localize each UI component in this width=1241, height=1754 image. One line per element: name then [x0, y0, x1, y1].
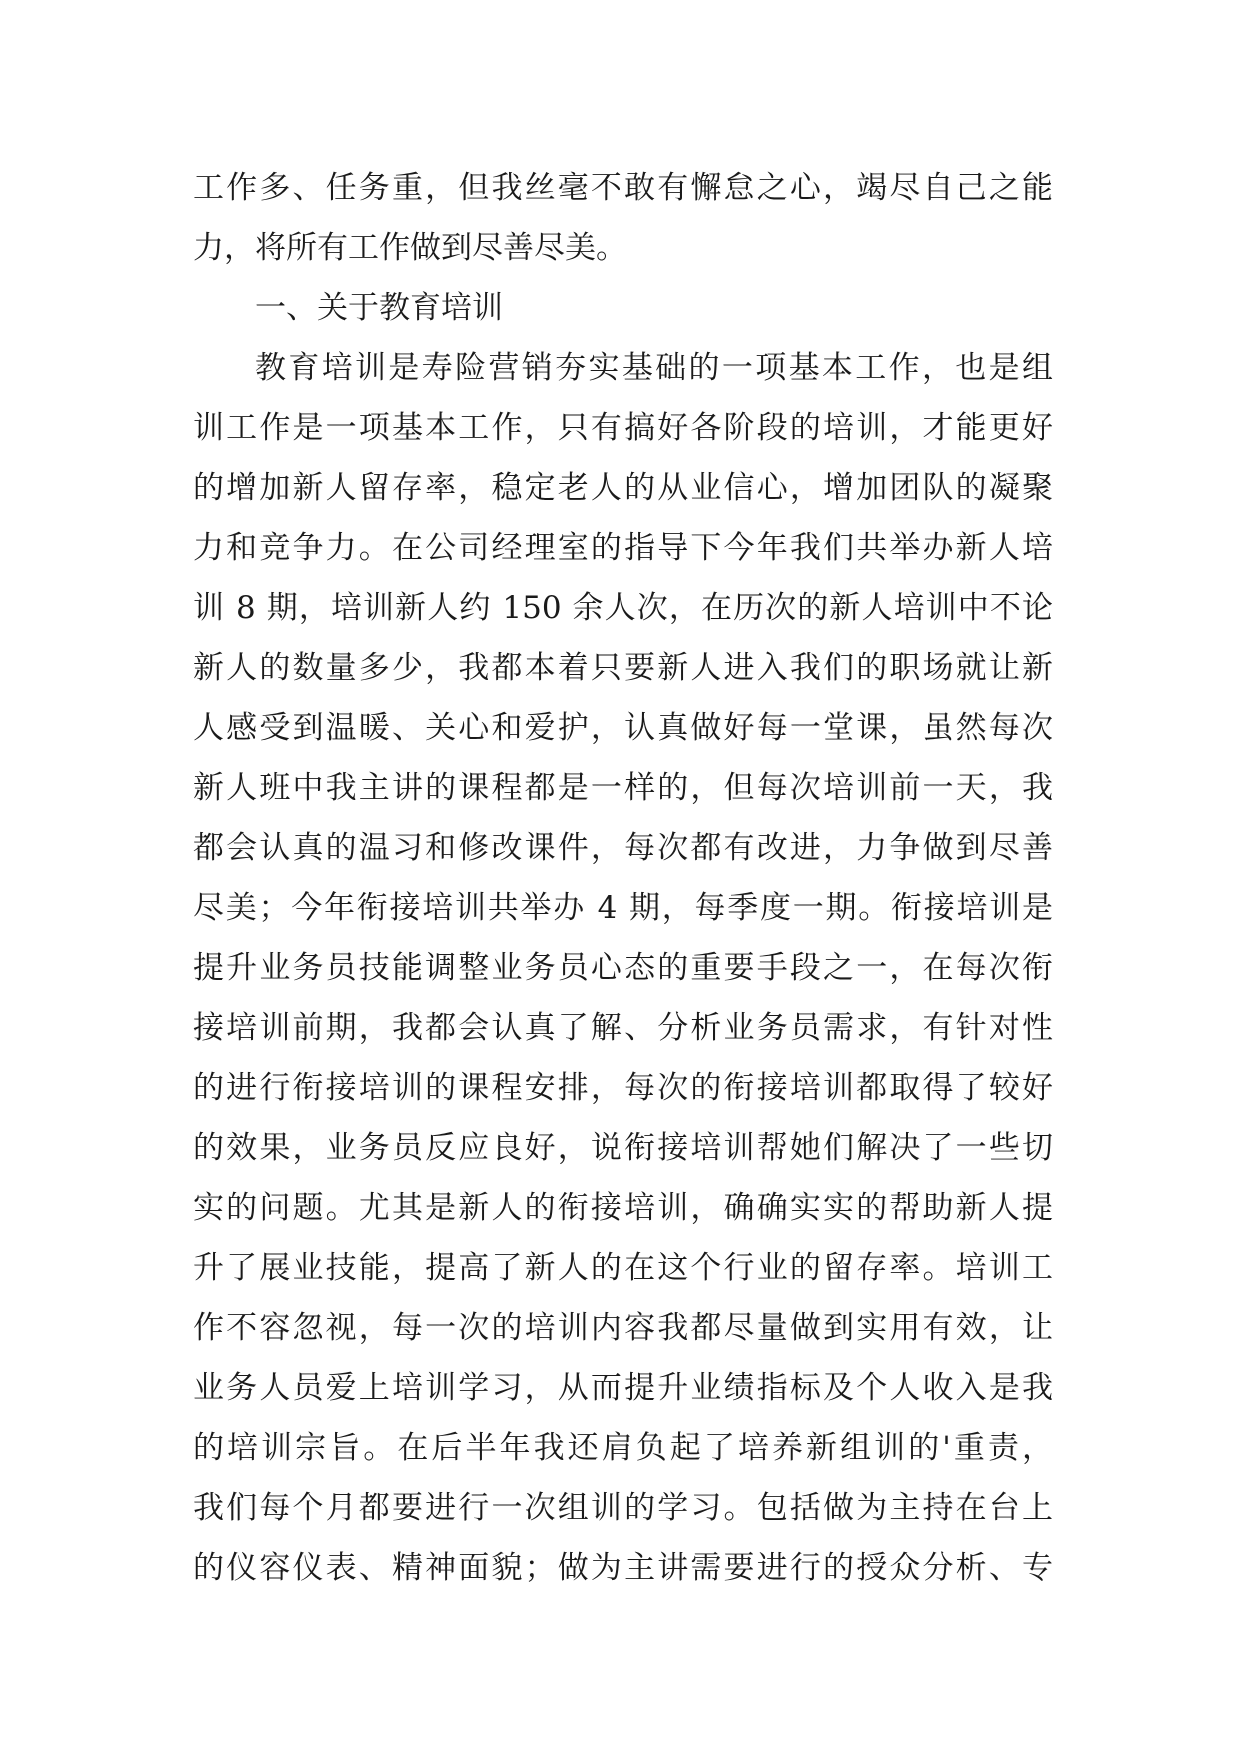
text-line: 实的问题。尤其是新人的衔接培训，确确实实的帮助新人提 [193, 1190, 1053, 1226]
body-text [193, 158, 1053, 1598]
text-line: 都会认真的温习和修改课件，每次都有改进，力争做到尽善 [193, 830, 1053, 866]
text-line: 我们每个月都要进行一次组训的学习。包括做为主持在台上 [193, 1490, 1053, 1526]
text-line: 的增加新人留存率，稳定老人的从业信心，增加团队的凝聚 [193, 470, 1053, 506]
text-line: 训工作是一项基本工作，只有搞好各阶段的培训，才能更好 [193, 410, 1053, 446]
text-line: 工作多、任务重，但我丝毫不敢有懈怠之心，竭尽自己之能 [193, 170, 1053, 206]
text-line: 力，将所有工作做到尽善尽美。 [193, 230, 627, 266]
text-line: 的培训宗旨。在后半年我还肩负起了培养新组训的'重责， [193, 1430, 1053, 1466]
text-line: 的进行衔接培训的课程安排，每次的衔接培训都取得了较好 [193, 1070, 1053, 1106]
text-line: 业务人员爱上培训学习，从而提升业绩指标及个人收入是我 [193, 1370, 1053, 1406]
paragraph-first-line: 教育培训是寿险营销夯实基础的一项基本工作，也是组 [255, 350, 1053, 386]
text-line: 尽美；今年衔接培训共举办 4 期，每季度一期。衔接培训是 [193, 890, 1053, 926]
text-line: 新人的数量多少，我都本着只要新人进入我们的职场就让新 [193, 650, 1053, 686]
text-line: 新人班中我主讲的课程都是一样的，但每次培训前一天，我 [193, 770, 1053, 806]
section-heading: 一、关于教育培训 [255, 290, 503, 326]
text-line: 的效果，业务员反应良好，说衔接培训帮她们解决了一些切 [193, 1130, 1053, 1166]
text-line: 人感受到温暖、关心和爱护，认真做好每一堂课，虽然每次 [193, 710, 1053, 746]
text-line: 升了展业技能，提高了新人的在这个行业的留存率。培训工 [193, 1250, 1053, 1286]
text-line: 作不容忽视，每一次的培训内容我都尽量做到实用有效，让 [193, 1310, 1053, 1346]
text-line: 接培训前期，我都会认真了解、分析业务员需求，有针对性 [193, 1010, 1053, 1046]
text-line: 提升业务员技能调整业务员心态的重要手段之一，在每次衔 [193, 950, 1053, 986]
text-line: 的仪容仪表、精神面貌；做为主讲需要进行的授众分析、专 [193, 1550, 1053, 1586]
text-line: 训 8 期，培训新人约 150 余人次，在历次的新人培训中不论 [193, 590, 1053, 626]
text-line: 力和竞争力。在公司经理室的指导下今年我们共举办新人培 [193, 530, 1053, 566]
